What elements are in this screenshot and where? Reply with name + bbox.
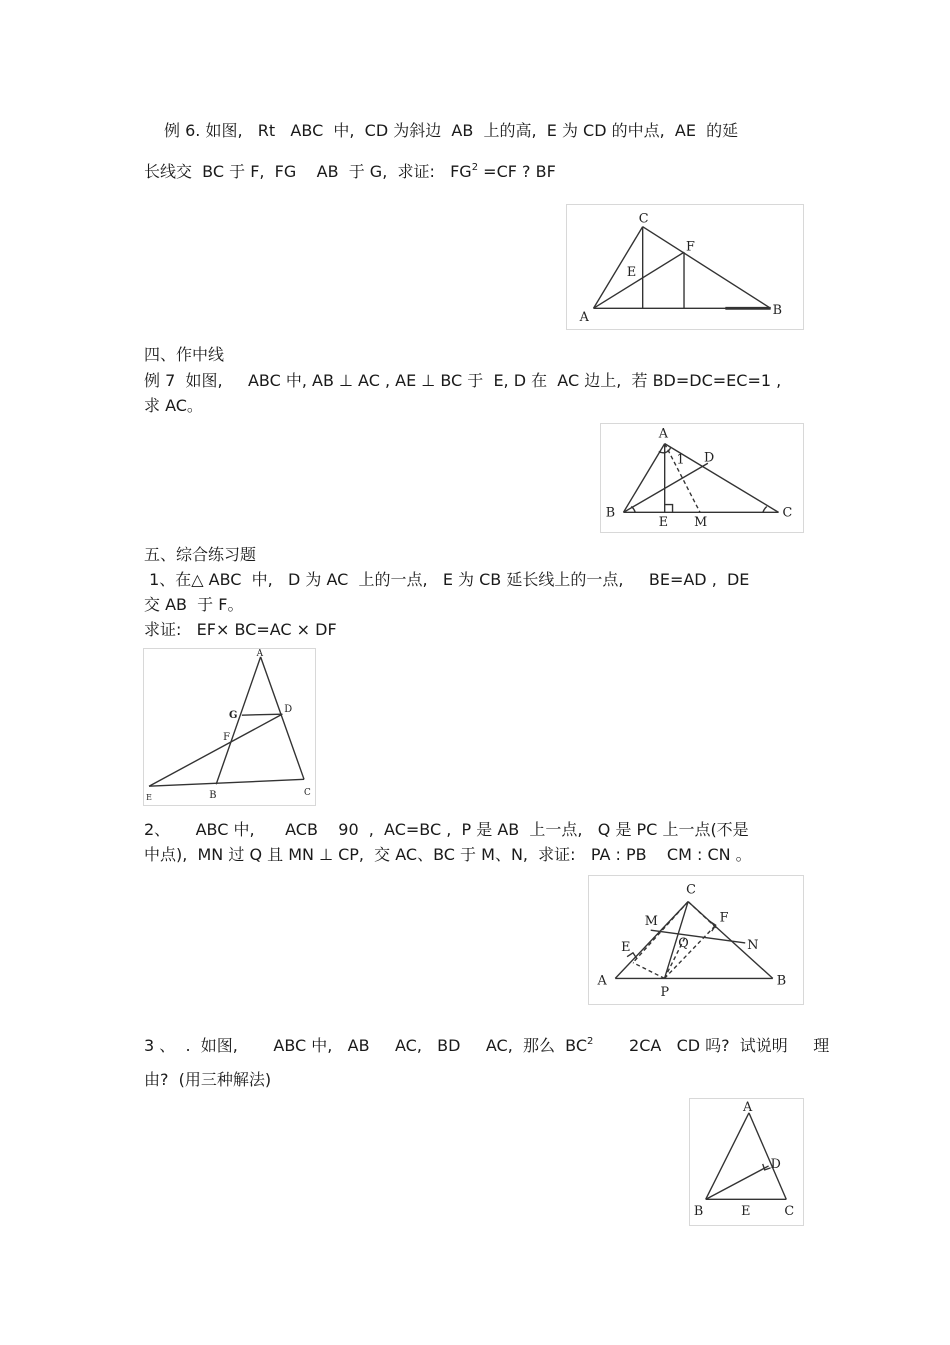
ex6-label-b: B bbox=[772, 303, 782, 319]
ex6-line1: 例 6. 如图, Rt ABC 中, CD 为斜边 AB 上的高, E 为 CD 的中点, AE 的延 bbox=[164, 121, 739, 140]
problem3-line1 bbox=[144, 1032, 829, 1056]
problem2-label-q: Q bbox=[678, 935, 689, 951]
ex7-label-c: C bbox=[782, 505, 793, 521]
problem2-label-c: C bbox=[686, 882, 696, 898]
ex6-superscript: 2 bbox=[471, 162, 479, 173]
figure-problem1-svg bbox=[144, 649, 315, 805]
problem3-line1-post: 2CA CD 吗? 试说明 理 bbox=[593, 1036, 830, 1055]
problem1-label-e: E bbox=[146, 793, 152, 803]
ex6-line2-post: =CF ? BF bbox=[478, 162, 556, 181]
problem3-label-c: C bbox=[784, 1204, 795, 1220]
figure-problem3-svg bbox=[690, 1099, 803, 1225]
problem3-label-e: E bbox=[741, 1204, 751, 1220]
figure-problem2-svg bbox=[589, 876, 803, 1004]
ex6-label-f: F bbox=[685, 239, 695, 255]
ex6-label-e: E bbox=[626, 264, 637, 280]
problem2-line1: 2、 ABC 中, ACB 90 , AC=BC , P 是 AB 上一点, Q 是 PC 上一点(不是 bbox=[144, 820, 749, 839]
ex7-label-1: 1 bbox=[676, 452, 685, 468]
problem2-label-n: N bbox=[747, 937, 759, 953]
figure-ex6 bbox=[566, 204, 804, 330]
figure-ex7-svg bbox=[601, 424, 803, 532]
problem3-line1-pre: 3 、 . 如图, ABC 中, AB AC, BD AC, 那么 BC bbox=[144, 1036, 588, 1055]
ex6-line2 bbox=[144, 158, 556, 182]
problem2-label-a: A bbox=[597, 973, 607, 989]
ex7-label-m: M bbox=[694, 515, 708, 531]
ex7-label-b: B bbox=[605, 505, 616, 521]
ex7-line1: 例 7 如图, ABC 中, AB ⊥ AC , AE ⊥ BC 于 E, D 在 AC 边上, 若 BD=DC=EC=1 , bbox=[144, 371, 782, 390]
section4-heading: 四、作中线 bbox=[144, 345, 225, 364]
problem1-line1: 1、在△ ABC 中, D 为 AC 上的一点, E 为 CB 延长线上的一点, BE=AD , DE bbox=[144, 570, 750, 589]
problem2-label-e: E bbox=[621, 939, 631, 955]
problem2-label-f: F bbox=[719, 910, 729, 926]
problem3-label-a: A bbox=[743, 1099, 753, 1115]
ex7-line2: 求 AC。 bbox=[144, 396, 203, 415]
ex6-label-a: A bbox=[579, 310, 589, 326]
ex6-label-c: C bbox=[638, 211, 649, 227]
problem1-label-b: B bbox=[209, 790, 217, 802]
section5-heading: 五、综合练习题 bbox=[144, 545, 257, 564]
figure-ex7 bbox=[600, 423, 804, 533]
problem1-label-a: A bbox=[256, 649, 264, 659]
problem1-line3: 求证: EF× BC=AC × DF bbox=[144, 620, 337, 639]
ex6-line2-pre: 长线交 BC 于 F, FG AB 于 G, 求证: FG bbox=[144, 162, 472, 181]
problem2-label-m: M bbox=[644, 914, 658, 930]
problem2-label-p: P bbox=[660, 985, 670, 1001]
problem1-label-f: F bbox=[223, 731, 230, 743]
problem1-label-c: C bbox=[304, 788, 311, 799]
ex7-label-e: E bbox=[658, 515, 669, 531]
problem1-line2: 交 AB 于 F。 bbox=[144, 595, 244, 614]
problem3-label-d: D bbox=[770, 1156, 781, 1172]
problem1-label-g: G bbox=[229, 710, 238, 722]
problem3-label-b: B bbox=[693, 1204, 704, 1220]
figure-problem3 bbox=[689, 1098, 804, 1226]
figure-problem1 bbox=[143, 648, 316, 806]
figure-problem2 bbox=[588, 875, 804, 1005]
ex7-label-a: A bbox=[658, 426, 669, 442]
problem1-label-d: D bbox=[284, 704, 293, 716]
problem2-line2: 中点), MN 过 Q 且 MN ⊥ CP, 交 AC、BC 于 M、N, 求证: PA : PB CM : CN 。 bbox=[144, 845, 752, 864]
problem3-superscript: 2 bbox=[587, 1036, 594, 1047]
problem3-line2: 由? (用三种解法) bbox=[144, 1070, 272, 1089]
problem2-label-b: B bbox=[776, 973, 787, 989]
ex7-label-d: D bbox=[703, 450, 715, 466]
figure-ex6-svg bbox=[567, 205, 803, 329]
